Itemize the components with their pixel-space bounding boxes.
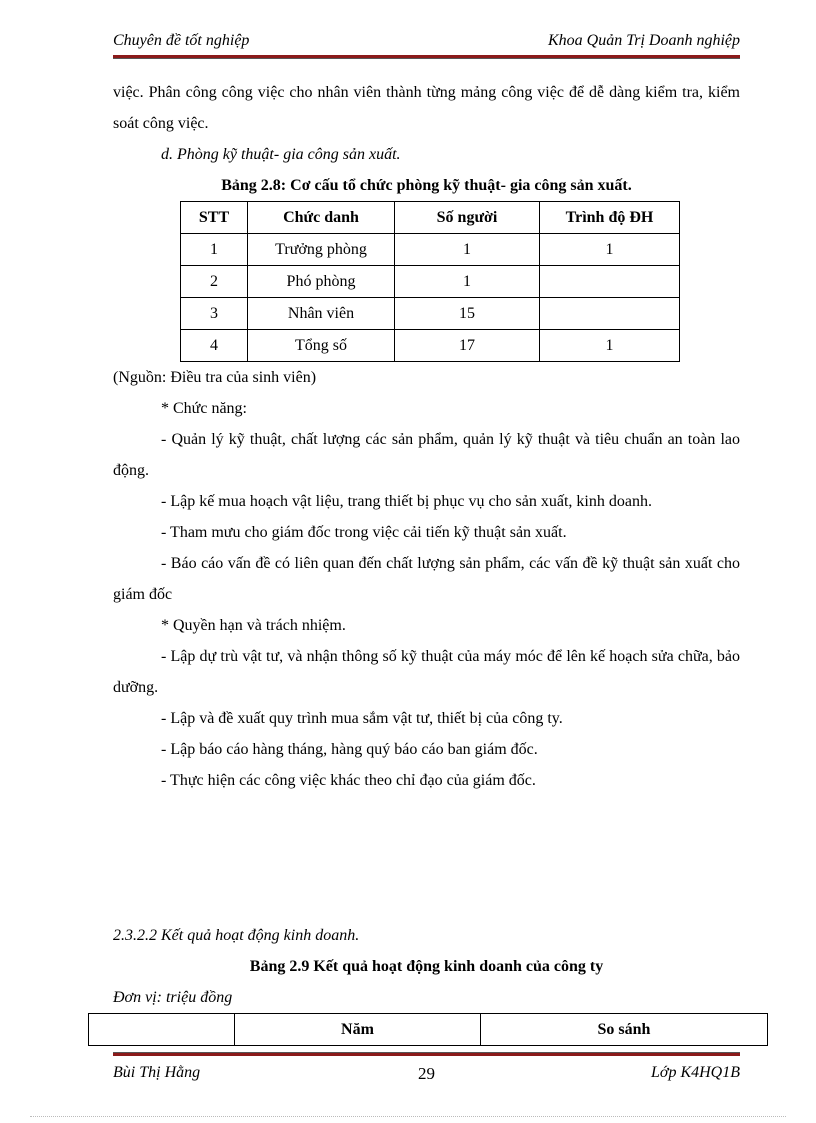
table-cell: 1 — [395, 266, 540, 298]
table-cell: 1 — [181, 234, 248, 266]
function-item: - Quản lý kỹ thuật, chất lượng các sản phẩm, quản lý kỹ thuật và tiêu chuẩn an toàn lao động. — [113, 431, 740, 479]
function-item: - Báo cáo vấn đề có liên quan đến chất lượng sản phẩm, các vấn đề kỹ thuật sản xuất cho giám đốc — [113, 555, 740, 603]
spacer — [113, 796, 740, 920]
table-row — [181, 234, 680, 266]
header-left: Chuyên đề tốt nghiệp — [113, 32, 250, 49]
table-header-row — [89, 1014, 768, 1046]
table-cell: 17 — [395, 330, 540, 362]
function-item: - Lập kế mua hoạch vật liệu, trang thiết bị phục vụ cho sản xuất, kinh doanh. — [161, 493, 652, 510]
table-title: Bảng 2.8: Cơ cấu tổ chức phòng kỹ thuật- gia công sản xuất. — [221, 177, 632, 194]
header-cell — [89, 1014, 235, 1046]
org-structure-table — [180, 201, 680, 362]
page-boundary — [30, 1116, 786, 1117]
table-cell: 4 — [181, 330, 248, 362]
table-row — [181, 330, 680, 362]
table-cell: 1 — [540, 330, 680, 362]
table-cell: Nhân viên — [248, 298, 395, 330]
header-cell: Trình độ ĐH — [540, 202, 680, 234]
unit-label: Đơn vị: triệu đồng — [113, 989, 233, 1006]
header-cell: Số người — [395, 202, 540, 234]
page-number: 29 — [418, 1064, 435, 1083]
header-cell: Chức danh — [248, 202, 395, 234]
table-title: Bảng 2.9 Kết quả hoạt động kinh doanh của công ty — [249, 958, 604, 975]
subsection-heading: d. Phòng kỹ thuật- gia công sản xuất. — [161, 146, 401, 163]
header-cell: STT — [181, 202, 248, 234]
table-cell: Phó phòng — [248, 266, 395, 298]
table-cell: 15 — [395, 298, 540, 330]
footer-author: Bùi Thị Hằng — [113, 1064, 201, 1081]
table-cell: 3 — [181, 298, 248, 330]
table-cell: 2 — [181, 266, 248, 298]
footer-rule — [113, 1052, 740, 1056]
table-row — [181, 266, 680, 298]
table-row — [181, 298, 680, 330]
page-content — [113, 77, 740, 1046]
rights-heading: * Quyền hạn và trách nhiệm. — [161, 617, 346, 634]
functions-heading: * Chức năng: — [161, 400, 247, 417]
header-cell: Năm — [235, 1014, 481, 1046]
business-results-table — [88, 1013, 768, 1046]
paragraph: việc. Phân công công việc cho nhân viên thành từng mảng công việc để dễ dàng kiểm tra, kiểm soát công việc. — [113, 84, 740, 132]
table-cell: Trưởng phòng — [248, 234, 395, 266]
table-source: (Nguồn: Điều tra của sinh viên) — [113, 369, 317, 386]
table-header-row — [181, 202, 680, 234]
table-cell: 1 — [540, 234, 680, 266]
section-heading: 2.3.2.2 Kết quả hoạt động kinh doanh. — [113, 927, 360, 944]
rights-item: - Lập và đề xuất quy trình mua sắm vật tư, thiết bị của công ty. — [161, 710, 563, 727]
rights-item: - Lập dự trù vật tư, và nhận thông số kỹ thuật của máy móc để lên kế hoạch sửa chữa, bảo dưỡng. — [113, 648, 740, 696]
header-cell: So sánh — [481, 1014, 768, 1046]
rights-item: - Thực hiện các công việc khác theo chỉ đạo của giám đốc. — [161, 772, 536, 789]
table-cell — [540, 266, 680, 298]
function-item: - Tham mưu cho giám đốc trong việc cải tiến kỹ thuật sản xuất. — [161, 524, 567, 541]
footer-class: Lớp K4HQ1B — [651, 1064, 740, 1081]
header-right: Khoa Quản Trị Doanh nghiệp — [547, 32, 740, 49]
table-cell: 1 — [395, 234, 540, 266]
table-cell: Tổng số — [248, 330, 395, 362]
header-rule — [113, 55, 740, 59]
table-cell — [540, 298, 680, 330]
rights-item: - Lập báo cáo hàng tháng, hàng quý báo cáo ban giám đốc. — [161, 741, 538, 758]
